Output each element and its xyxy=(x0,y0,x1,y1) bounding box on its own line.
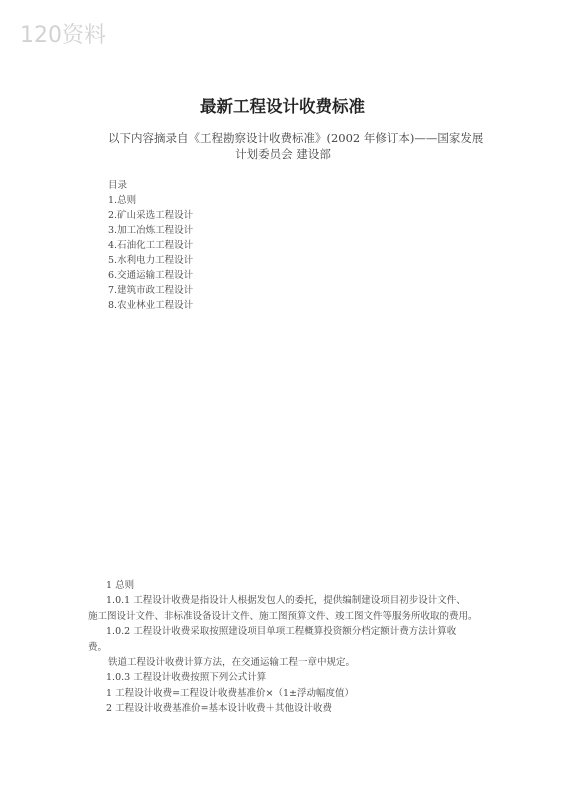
toc-item: 7.建筑市政工程设计 xyxy=(108,285,194,296)
paragraph-1-0-1-continued: 施工图设计文件、非标准设备设计文件、施工图预算文件、竣工图文件等服务所收取的费用。 xyxy=(88,610,478,622)
formula-1: 1 工程设计收费=工程设计收费基准价×（1±浮动幅度值） xyxy=(106,687,354,699)
watermark-logo: 120资料 xyxy=(20,23,106,48)
toc-item: 5.水利电力工程设计 xyxy=(108,255,194,266)
document-title: 最新工程设计收费标准 xyxy=(200,97,365,116)
toc-heading: 目录 xyxy=(108,180,128,191)
formula-2: 2 工程设计收费基准价=基本设计收费＋其他设计收费 xyxy=(106,703,333,715)
toc-item: 1.总则 xyxy=(108,195,137,206)
document-subtitle xyxy=(108,130,488,162)
table-of-contents xyxy=(108,178,193,313)
paragraph-1-0-2-continued: 费。 xyxy=(88,641,108,653)
section-heading: 1 总则 xyxy=(106,580,135,591)
paragraph-1-0-1: 1.0.1 工程设计收费是指设计人根据发包人的委托，提供编制建设项目初步设计文件、 xyxy=(106,595,466,607)
toc-item: 4.石油化工工程设计 xyxy=(108,240,194,251)
body-section-general xyxy=(88,578,493,717)
toc-item: 3.加工冶炼工程设计 xyxy=(108,225,194,236)
subtitle-line-1: 以下内容摘录自《工程勘察设计收费标准》(2002 年修订本)——国家发展 xyxy=(108,131,484,145)
subtitle-line-2: 计划委员会 建设部 xyxy=(235,147,331,161)
toc-item: 2.矿山采选工程设计 xyxy=(108,210,194,221)
paragraph-railway: 铁道工程设计收费计算方法，在交通运输工程一章中规定。 xyxy=(108,657,356,669)
toc-item: 8.农业林业工程设计 xyxy=(108,300,194,311)
toc-item: 6.交通运输工程设计 xyxy=(108,270,194,281)
paragraph-1-0-2: 1.0.2 工程设计收费采取按照建设项目单项工程概算投资额分档定额计费方法计算收 xyxy=(106,626,457,638)
paragraph-1-0-3: 1.0.3 工程设计收费按照下列公式计算 xyxy=(106,672,267,684)
